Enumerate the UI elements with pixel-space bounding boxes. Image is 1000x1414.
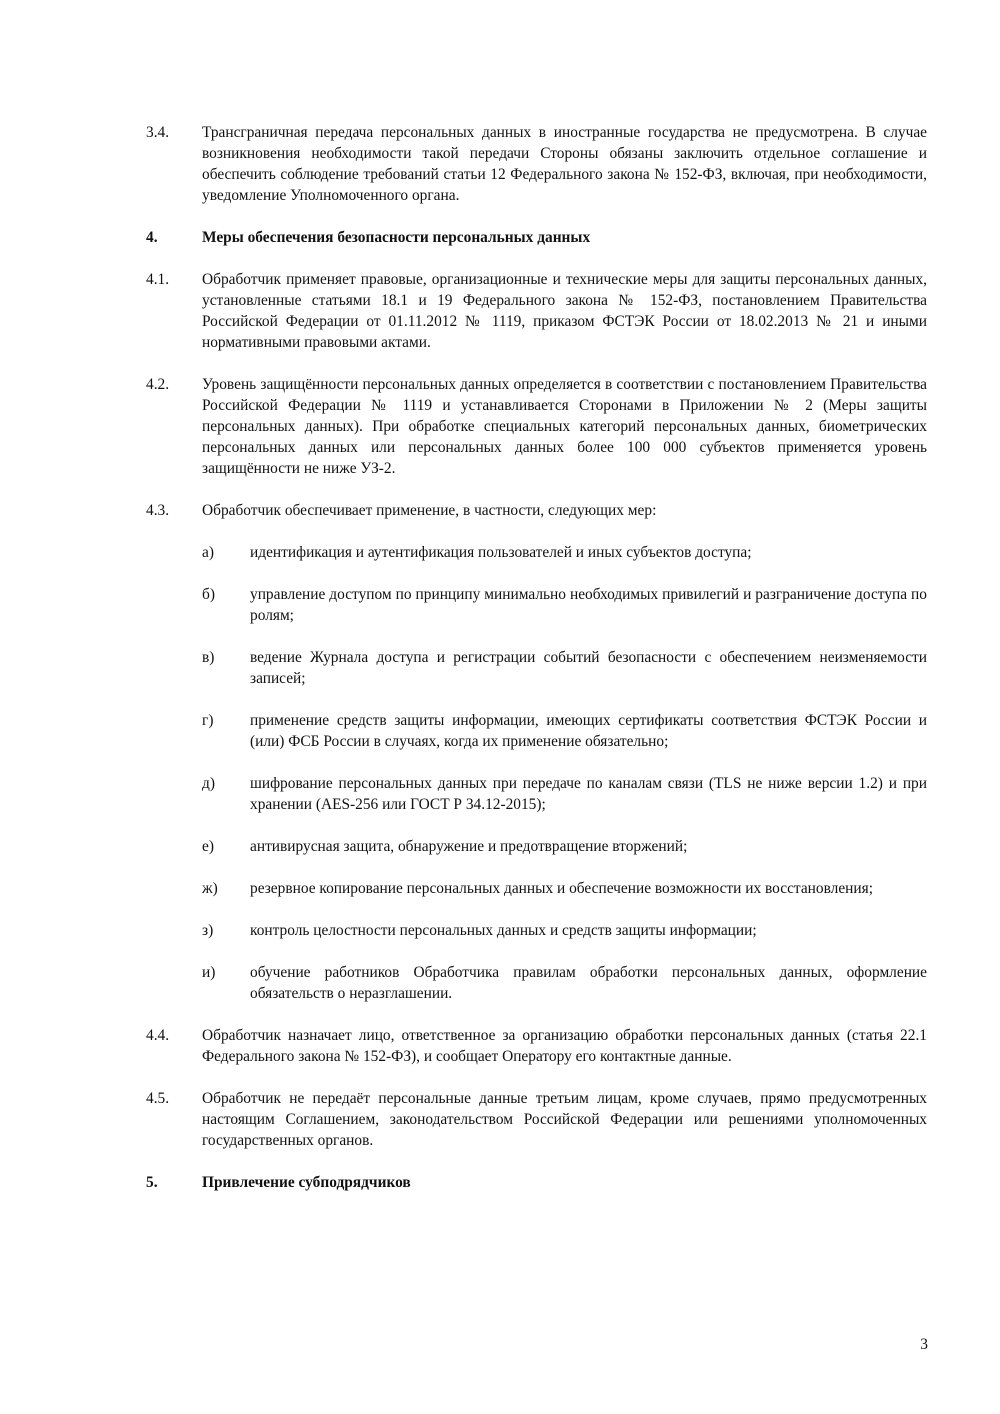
clause-text: Трансграничная передача персональных данных в иностранные государства не предусмотрена. В случае возникновения необходимости такой передачи Стороны обязаны заключить отдельное соглашение и обеспечить соблюдение требований статьи 12 Федерального закона № 152-ФЗ, включая, при необходимости, уведомление Уполномоченного органа. — [202, 124, 927, 204]
clause-3-4 — [146, 122, 927, 206]
clause-4-2 — [146, 374, 927, 479]
measure-text: антивирусная защита, обнаружение и предотвращение вторжений; — [250, 838, 688, 855]
measure-item-v — [146, 647, 927, 689]
clause-4-5 — [146, 1088, 927, 1151]
measure-letter: з) — [202, 922, 214, 939]
section-heading-4 — [146, 227, 927, 248]
measure-item-i — [146, 962, 927, 1004]
measure-text: идентификация и аутентификация пользователей и иных субъектов доступа; — [250, 544, 752, 561]
measure-item-a — [146, 542, 927, 563]
measure-letter: а) — [202, 544, 214, 561]
section-number: 5. — [146, 1174, 158, 1191]
measure-text: контроль целостности персональных данных и средств защиты информации; — [250, 922, 757, 939]
measure-item-e — [146, 836, 927, 857]
clause-4-4 — [146, 1025, 927, 1067]
section-title: Привлечение субподрядчиков — [202, 1174, 411, 1191]
clause-number: 4.3. — [146, 502, 170, 519]
clause-4-1 — [146, 269, 927, 353]
clause-number: 4.1. — [146, 271, 170, 288]
measure-letter: в) — [202, 649, 215, 666]
measure-item-g — [146, 710, 927, 752]
measure-letter: ж) — [202, 880, 218, 897]
clause-text: Обработчик обеспечивает применение, в частности, следующих мер: — [202, 502, 657, 519]
clause-text: Обработчик не передаёт персональные данные третьим лицам, кроме случаев, прямо предусмотренных настоящим Соглашением, законодательством Российской Федерации или решениями уполномоченных государственных органов. — [202, 1090, 927, 1149]
section-number: 4. — [146, 229, 158, 246]
clause-number: 4.4. — [146, 1027, 170, 1044]
section-heading-5 — [146, 1172, 927, 1193]
measure-text: применение средств защиты информации, имеющих сертификаты соответствия ФСТЭК России и (или) ФСБ России в случаях, когда их применение обязательно; — [250, 712, 927, 750]
measure-letter: б) — [202, 586, 215, 603]
measure-letter: г) — [202, 712, 214, 729]
measure-text: управление доступом по принципу минимально необходимых привилегий и разграничение доступа по ролям; — [250, 586, 927, 624]
measure-text: резервное копирование персональных данных и обеспечение возможности их восстановления; — [250, 880, 873, 897]
measure-letter: и) — [202, 964, 216, 981]
measure-letter: д) — [202, 775, 215, 792]
page-content — [146, 122, 927, 1214]
measure-text: обучение работников Обработчика правилам обработки персональных данных, оформление обязательств о неразглашении. — [250, 964, 927, 1002]
clause-text: Обработчик назначает лицо, ответственное за организацию обработки персональных данных (статья 22.1 Федерального закона № 152-ФЗ), и сообщает Оператору его контактные данные. — [202, 1027, 927, 1065]
page-number: 3 — [920, 1336, 928, 1353]
measure-item-z — [146, 920, 927, 941]
measure-letter: е) — [202, 838, 214, 855]
measure-text: ведение Журнала доступа и регистрации событий безопасности с обеспечением неизменяемости записей; — [250, 649, 927, 687]
section-title: Меры обеспечения безопасности персональных данных — [202, 229, 591, 246]
clause-number: 4.2. — [146, 376, 170, 393]
measure-text: шифрование персональных данных при передаче по каналам связи (TLS не ниже версии 1.2) и при хранении (AES-256 или ГОСТ Р 34.12-2015); — [250, 775, 927, 813]
measure-item-zh — [146, 878, 927, 899]
clause-text: Уровень защищённости персональных данных определяется в соответствии с постановлением Правительства Российской Федерации № 1119 и устанавливается Сторонами в Приложении № 2 (Меры защиты персональных данных). При обработке специальных категорий персональных данных, биометрических персональных данных или персональных данных более 100 000 субъектов применяется уровень защищённости не ниже УЗ-2. — [202, 376, 927, 477]
clause-number: 3.4. — [146, 124, 170, 141]
measure-item-b — [146, 584, 927, 626]
measure-item-d — [146, 773, 927, 815]
clause-4-3 — [146, 500, 927, 521]
clause-number: 4.5. — [146, 1090, 170, 1107]
clause-text: Обработчик применяет правовые, организационные и технические меры для защиты персональных данных, установленные статьями 18.1 и 19 Федерального закона № 152-ФЗ, постановлением Правительства Российской Федерации от 01.11.2012 № 1119, приказом ФСТЭК России от 18.02.2013 № 21 и иными нормативными правовыми актами. — [202, 271, 927, 351]
